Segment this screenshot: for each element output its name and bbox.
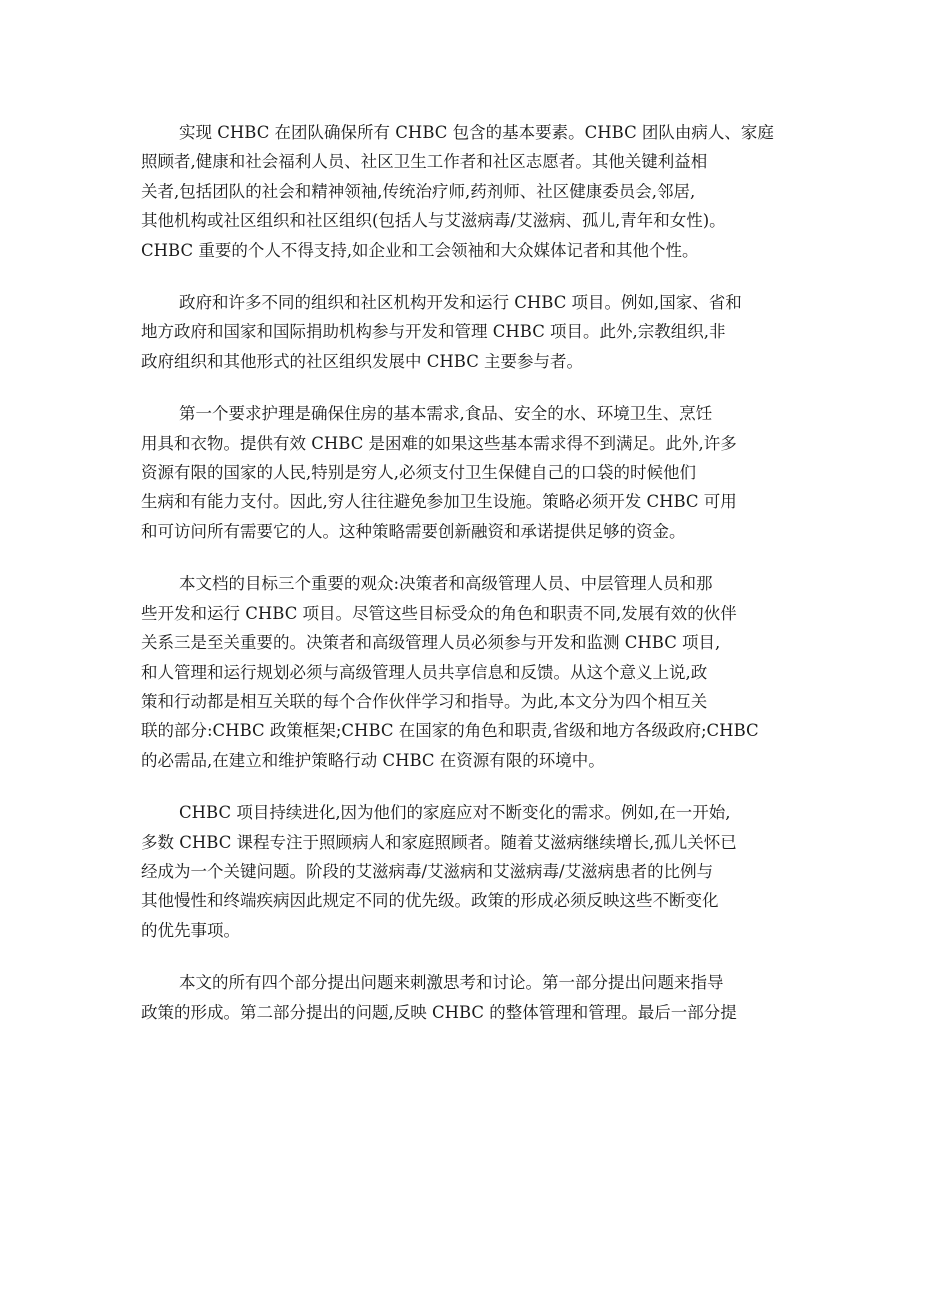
text-line: 的必需品,在建立和维护策略行动 CHBC 在资源有限的环境中。 xyxy=(141,750,605,770)
paragraph-basic-needs xyxy=(141,399,791,546)
paragraph-chbc-team xyxy=(141,118,791,265)
text-line: 和人管理和运行规划必须与高级管理人员共享信息和反馈。从这个意义上说,政 xyxy=(141,662,708,682)
text-line: 政策的形成。第二部分提出的问题,反映 CHBC 的整体管理和管理。最后一部分提 xyxy=(141,1002,737,1022)
text-line: 其他慢性和终端疾病因此规定不同的优先级。政策的形成必须反映这些不断变化 xyxy=(141,891,719,911)
text-line: 经成为一个关键问题。阶段的艾滋病毒/艾滋病和艾滋病毒/艾滋病患者的比例与 xyxy=(141,861,714,881)
text-line: 联的部分:CHBC 政策框架;CHBC 在国家的角色和职责,省级和地方各级政府;CHBC xyxy=(141,721,759,741)
text-line: 用具和衣物。提供有效 CHBC 是困难的如果这些基本需求得不到满足。此外,许多 xyxy=(141,433,737,453)
text-line: 政府和许多不同的组织和社区机构开发和运行 CHBC 项目。例如,国家、省和 xyxy=(179,293,742,313)
paragraph-target-audience xyxy=(141,569,791,775)
text-line: 策和行动都是相互关联的每个合作伙伴学习和指导。为此,本文分为四个相互关 xyxy=(141,691,708,711)
text-line: 关者,包括团队的社会和精神领袖,传统治疗师,药剂师、社区健康委员会,邻居, xyxy=(141,181,696,201)
text-line: 照顾者,健康和社会福利人员、社区卫生工作者和社区志愿者。其他关键利益相 xyxy=(141,152,708,172)
text-line: 本文的所有四个部分提出问题来刺激思考和讨论。第一部分提出问题来指导 xyxy=(179,973,724,993)
text-line: 本文档的目标三个重要的观众:决策者和高级管理人员、中层管理人员和那 xyxy=(179,574,713,594)
text-line: CHBC 重要的个人不得支持,如企业和工会领袖和大众媒体记者和其他个性。 xyxy=(141,240,699,260)
text-line: 的优先事项。 xyxy=(141,920,240,940)
text-line: 地方政府和国家和国际捐助机构参与开发和管理 CHBC 项目。此外,宗教组织,非 xyxy=(141,322,726,342)
paragraph-government-organizations xyxy=(141,288,791,376)
paragraph-four-sections xyxy=(141,968,791,1027)
text-line: 多数 CHBC 课程专注于照顾病人和家庭照顾者。随着艾滋病继续增长,孤儿关怀已 xyxy=(141,832,737,852)
text-line: 和可访问所有需要它的人。这种策略需要创新融资和承诺提供足够的资金。 xyxy=(141,521,686,541)
document-body xyxy=(141,118,791,1050)
text-line: 实现 CHBC 在团队确保所有 CHBC 包含的基本要素。CHBC 团队由病人、家庭 xyxy=(179,123,774,142)
text-line: 其他机构或社区组织和社区组织(包括人与艾滋病毒/艾滋病、孤儿,青年和女性)。 xyxy=(141,211,726,231)
text-line: 政府组织和其他形式的社区组织发展中 CHBC 主要参与者。 xyxy=(141,351,584,371)
paragraph-program-evolution xyxy=(141,798,791,945)
text-line: 第一个要求护理是确保住房的基本需求,食品、安全的水、环境卫生、烹饪 xyxy=(179,404,713,424)
text-line: 生病和有能力支付。因此,穷人往往避免参加卫生设施。策略必须开发 CHBC 可用 xyxy=(141,492,737,512)
text-line: 资源有限的国家的人民,特别是穷人,必须支付卫生保健自己的口袋的时候他们 xyxy=(141,463,696,483)
text-line: 关系三是至关重要的。决策者和高级管理人员必须参与开发和监测 CHBC 项目, xyxy=(141,633,721,653)
text-line: 些开发和运行 CHBC 项目。尽管这些目标受众的角色和职责不同,发展有效的伙伴 xyxy=(141,603,737,623)
text-line: CHBC 项目持续进化,因为他们的家庭应对不断变化的需求。例如,在一开始, xyxy=(179,803,731,823)
